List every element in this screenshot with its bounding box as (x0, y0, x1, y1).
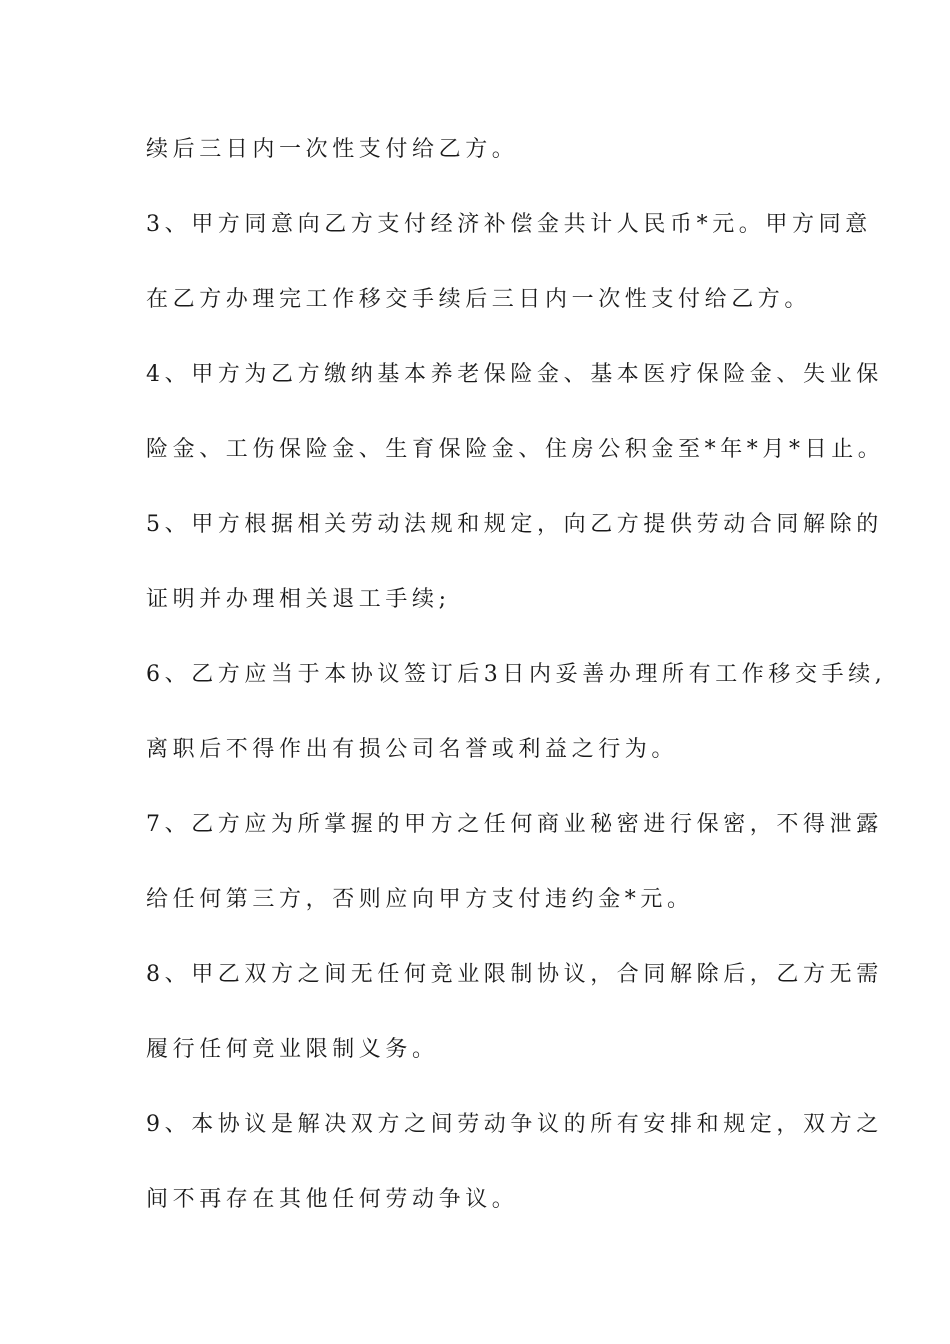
text-line: 证明并办理相关退工手续; (146, 587, 451, 612)
text-line: 5、甲方根据相关劳动法规和规定，向乙方提供劳动合同解除的 (146, 512, 883, 537)
text-line: 给任何第三方，否则应向甲方支付违约金*元。 (146, 887, 694, 912)
text-line: 3、甲方同意向乙方支付经济补偿金共计人民币*元。甲方同意 (146, 212, 872, 237)
text-line: 续后三日内一次性支付给乙方。 (146, 137, 519, 162)
text-line: 履行任何竞业限制义务。 (146, 1037, 439, 1062)
text-line: 8、甲乙双方之间无任何竞业限制协议，合同解除后，乙方无需 (146, 962, 883, 987)
text-line: 险金、工伤保险金、生育保险金、住房公积金至*年*月*日止。 (146, 437, 885, 462)
text-line: 离职后不得作出有损公司名誉或利益之行为。 (146, 737, 679, 762)
text-line: 4、甲方为乙方缴纳基本养老保险金、基本医疗保险金、失业保 (146, 362, 883, 387)
text-line: 7、乙方应为所掌握的甲方之任何商业秘密进行保密，不得泄露 (146, 812, 883, 837)
text-line: 在乙方办理完工作移交手续后三日内一次性支付给乙方。 (146, 287, 812, 312)
text-line: 9、本协议是解决双方之间劳动争议的所有安排和规定，双方之 (146, 1112, 883, 1137)
text-line: 6、乙方应当于本协议签订后3日内妥善办理所有工作移交手续, (146, 662, 887, 687)
text-line: 间不再存在其他任何劳动争议。 (146, 1187, 519, 1212)
